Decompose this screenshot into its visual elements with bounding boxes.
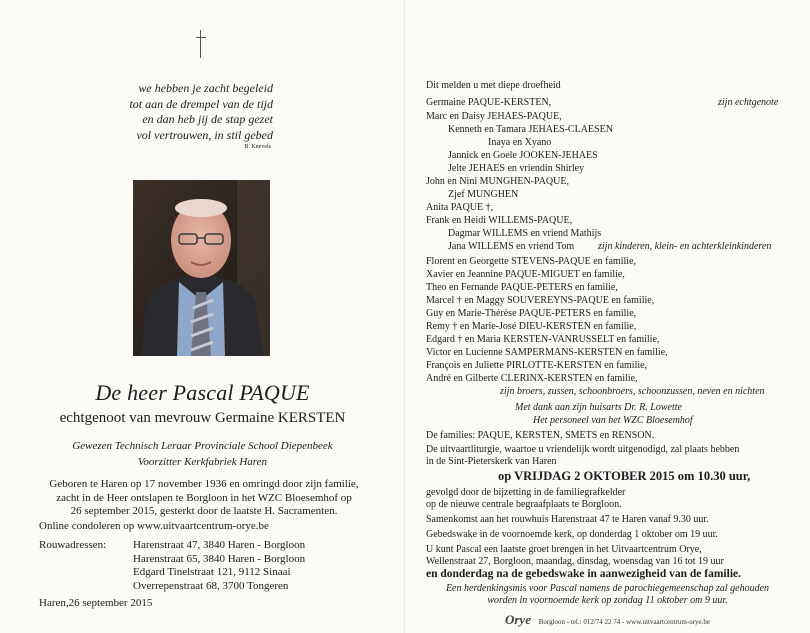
family-line: Jana WILLEMS en vriend Tom — [448, 241, 575, 252]
address-item: Overrepenstraat 68, 3700 Tongeren — [133, 579, 289, 592]
undertaker-footer — [405, 612, 810, 628]
place-date: Haren,26 september 2015 — [39, 597, 153, 609]
greeting-bold-line: en donderdag na de gebedswake in aanwezigheid van de familie. — [426, 568, 741, 580]
sibling-line: Xavier en Jeannine PAQUE-MIGUET en familie, — [426, 269, 625, 280]
address-list — [133, 539, 305, 593]
memorial-line: Een herdenkingsmis voor Pascal namens de parochiegemeenschap zal gehouden — [445, 583, 770, 594]
family-line: John en Nini MUNGHEN-PAQUE, — [426, 176, 569, 187]
deceased-name: De heer Pascal PAQUE — [95, 380, 310, 405]
thanks-line: Met dank aan zijn huisarts Dr. R. Lowette — [515, 402, 682, 413]
sibling-line: François en Juliette PIRLOTTE-KERSTEN en familie, — [426, 360, 648, 371]
memorial-mass — [405, 583, 810, 607]
greeting-line: U kunt Pascal een laatste groet brengen in het Uitvaartcentrum Orye, — [426, 544, 702, 555]
burial-line: gevolgd door de bijzetting in de familiegrafkelder — [426, 487, 626, 498]
spouse-role: zijn echtgenote — [718, 97, 779, 108]
address-item: Edgard Tinelstraat 121, 9112 Sinaai — [133, 566, 291, 578]
footer-contact: Borgloon - tel.: 012/74 22 74 - www.uitvaartcentrum-orye.be — [538, 618, 711, 626]
liturgy-line: De uitvaartliturgie, waartoe u vriendelijk wordt uitgenodigd, zal plaats hebben — [426, 444, 740, 455]
cross-icon — [196, 30, 206, 58]
poem-line: en dan heb jij de stap gezet — [142, 112, 273, 126]
poem-line: we hebben je zacht begeleid — [138, 81, 273, 95]
gathering-line: Samenkomst aan het rouwhuis Harenstraat 47 te Haren vanaf 9.30 uur. — [426, 514, 709, 525]
sibling-line: Remy † en Marie-José DIEU-KERSTEN en familie, — [426, 321, 637, 332]
occupation: Gewezen Technisch Leraar Provinciale School Diepenbeek — [72, 440, 333, 452]
poem-line: vol vertrouwen, in stil gebed — [136, 127, 273, 142]
poem-line: tot aan de drempel van de tijd — [129, 96, 273, 111]
sibling-line: Victor en Lucienne SAMPERMANS-KERSTEN en familie, — [426, 347, 668, 358]
sibling-line: Florent en Georgette STEVENS-PAQUE en familie, — [426, 256, 636, 267]
families-line: De families: PAQUE, KERSTEN, SMETS en RENSON. — [426, 430, 655, 441]
family-line: Dagmar WILLEMS en vriend Mathijs — [448, 228, 602, 239]
family-line: Marc en Daisy JEHAES-PAQUE, — [426, 111, 562, 122]
memorial-line: worden in voornoemde kerk op zondag 11 oktober om 9 uur. — [487, 595, 728, 606]
spouse-name: Germaine PAQUE-KERSTEN, — [426, 97, 552, 108]
family-line: Frank en Heidi WILLEMS-PAQUE, — [426, 215, 573, 226]
portrait-photo — [133, 180, 270, 356]
biography — [39, 478, 369, 519]
service-date: op VRIJDAG 2 OKTOBER 2015 om 10.30 uur, — [498, 469, 751, 483]
vigil-line: Gebedswake in de voornoemde kerk, op donderdag 1 oktober om 19 uur. — [426, 529, 718, 540]
sibling-line: André en Gilberte CLERINX-KERSTEN en familie, — [426, 373, 638, 384]
family-line: Jelte JEHAES en vriendin Shirley — [448, 163, 585, 174]
bio-line: zacht in de Heer ontslapen te Borgloon in het WZC Bloesemhof op — [56, 491, 352, 504]
condolence-link[interactable]: Online condoleren op www.uitvaartcentrum-orye.be — [39, 520, 269, 532]
address-label: Rouwadressen: — [39, 539, 107, 551]
address-item: Harenstraat 47, 3840 Haren - Borgloon — [133, 539, 306, 551]
bio-line: 26 september 2015, gesterkt door de laatste H. Sacramenten. — [70, 505, 338, 517]
sibling-line: Marcel † en Maggy SOUVEREYNS-PAQUE en familie, — [426, 295, 655, 306]
intro-line: Dit melden u met diepe droefheid — [426, 80, 561, 91]
poem-author: B. Knevels — [244, 144, 271, 150]
address-item: Harenstraat 65, 3840 Haren - Borgloon — [133, 552, 306, 565]
bio-line: Geboren te Haren op 17 november 1936 en omringd door zijn familie, — [49, 478, 359, 490]
spouse-line: echtgenoot van mevrouw Germaine KERSTEN — [59, 410, 346, 426]
family-line: Anita PAQUE †, — [426, 202, 494, 213]
poem — [129, 81, 273, 143]
right-page — [405, 0, 810, 633]
family-line: Zjef MUNGHEN — [448, 189, 519, 200]
sibling-line: Guy en Marie-Thérèse PAQUE-PETERS en familie, — [426, 308, 637, 319]
burial-line: op de nieuwe centrale begraafplaats te Borgloon. — [426, 499, 622, 510]
function: Voorzitter Kerkfabriek Haren — [137, 456, 268, 468]
children-role: zijn kinderen, klein- en achterkleinkinderen — [598, 241, 772, 252]
family-line: Kenneth en Tamara JEHAES-CLAESEN — [448, 124, 613, 135]
family-line: Inaya en Xyano — [488, 137, 552, 148]
family-line: Jannick en Goele JOOKEN-JEHAES — [448, 150, 598, 161]
sibling-line: Edgard † en Maria KERSTEN-VANRUSSELT en familie, — [426, 334, 660, 345]
sibling-line: Theo en Fernande PAQUE-PETERS en familie, — [426, 282, 618, 293]
liturgy-line: in de Sint-Pieterskerk van Haren — [426, 456, 557, 467]
siblings-role: zijn broers, zussen, schoonbroers, schoonzussen, neven en nichten — [500, 386, 765, 397]
greeting-line: Wellenstraat 27, Borgloon, maandag, dinsdag, woensdag van 16 tot 19 uur — [426, 556, 724, 567]
thanks-line: Het personeel van het WZC Bloesemhof — [533, 415, 693, 426]
orye-logo: Orye — [504, 612, 531, 627]
